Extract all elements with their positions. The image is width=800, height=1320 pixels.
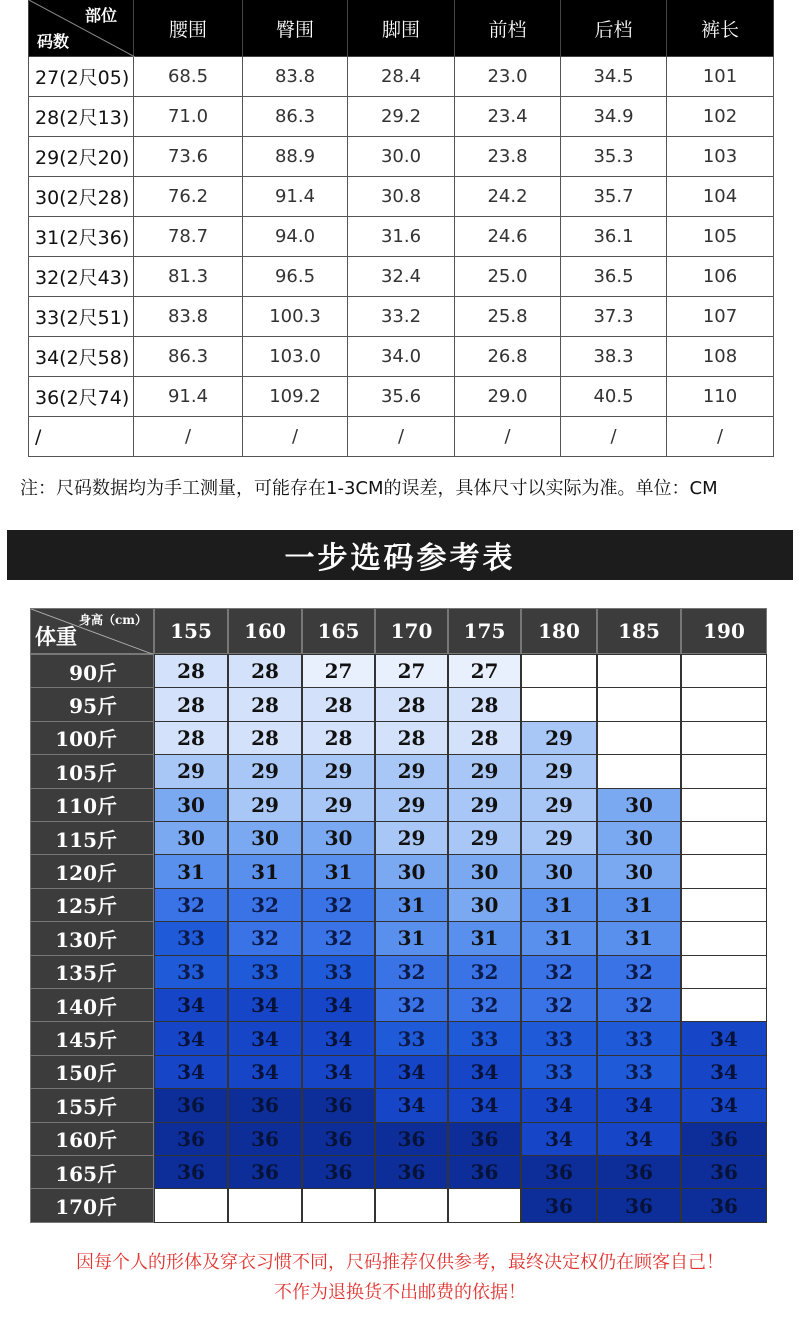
size-cell: 30 <box>597 821 681 855</box>
measurement-cell: 29.0 <box>455 377 561 417</box>
size-cell: 34 <box>228 1021 302 1055</box>
measurement-cell: 34.0 <box>348 337 455 377</box>
size-cell: 31 <box>521 888 597 922</box>
size-cell <box>521 654 597 688</box>
weight-label: 150斤 <box>30 1055 154 1089</box>
size-cell: 27 <box>448 654 521 688</box>
size-cell: 36 <box>302 1155 375 1189</box>
size-cell <box>154 1188 228 1222</box>
size-cell: 30 <box>448 888 521 922</box>
size-cell: 34 <box>597 1088 681 1122</box>
size-cell: 33 <box>521 1055 597 1089</box>
size-cell: 31 <box>154 854 228 888</box>
measurement-cell: / <box>667 417 774 457</box>
size-cell <box>681 654 767 688</box>
size-cell: 32 <box>521 955 597 989</box>
size-cell: 28 <box>228 687 302 721</box>
measurement-cell: 24.6 <box>455 217 561 257</box>
size-cell: 30 <box>521 854 597 888</box>
measurement-cell: / <box>243 417 348 457</box>
size-cell: 33 <box>597 1055 681 1089</box>
size-cell: 29 <box>228 788 302 822</box>
measurement-cell: 86.3 <box>243 97 348 137</box>
size-cell: 32 <box>228 888 302 922</box>
measurement-cell: / <box>561 417 667 457</box>
size-code-cell: 31(2尺36) <box>28 217 134 257</box>
measurement-cell: 88.9 <box>243 137 348 177</box>
size-code-cell: / <box>28 417 134 457</box>
weight-label: 160斤 <box>30 1122 154 1156</box>
size-cell: 36 <box>681 1188 767 1222</box>
measurement-cell: 38.3 <box>561 337 667 377</box>
weight-label: 165斤 <box>30 1155 154 1189</box>
size-table-header-row <box>28 0 774 57</box>
measurement-cell: 103.0 <box>243 337 348 377</box>
size-cell: 29 <box>448 821 521 855</box>
size-cell: 36 <box>597 1188 681 1222</box>
size-cell: 29 <box>521 821 597 855</box>
size-measurement-table <box>28 0 774 457</box>
size-cell: 36 <box>521 1188 597 1222</box>
size-cell: 28 <box>154 654 228 688</box>
size-cell: 36 <box>154 1155 228 1189</box>
size-cell: 34 <box>302 988 375 1022</box>
size-cell: 34 <box>228 988 302 1022</box>
size-cell: 34 <box>154 988 228 1022</box>
weight-label: 125斤 <box>30 888 154 922</box>
measurement-cell: 33.2 <box>348 297 455 337</box>
measurement-cell: 32.4 <box>348 257 455 297</box>
measurement-cell: 26.8 <box>455 337 561 377</box>
size-cell: 29 <box>154 754 228 788</box>
measurement-cell: 28.4 <box>348 57 455 97</box>
measurement-cell: 73.6 <box>134 137 243 177</box>
size-code-cell: 33(2尺51) <box>28 297 134 337</box>
size-cell: 28 <box>228 654 302 688</box>
size-cell: 36 <box>228 1088 302 1122</box>
size-cell: 36 <box>597 1155 681 1189</box>
disclaimer-line-1: 因每个人的形体及穿衣习惯不同，尺码推荐仅供参考，最终决定权仍在顾客自己！ <box>76 1252 724 1273</box>
size-cell: 36 <box>681 1122 767 1156</box>
size-cell: 33 <box>302 955 375 989</box>
size-cell: 28 <box>375 721 448 755</box>
measurement-cell: 23.0 <box>455 57 561 97</box>
measurement-cell: 110 <box>667 377 774 417</box>
size-cell: 36 <box>521 1155 597 1189</box>
size-cell: 33 <box>521 1021 597 1055</box>
weight-label: 130斤 <box>30 921 154 955</box>
size-table-row <box>28 257 774 297</box>
measurement-cell: 83.8 <box>134 297 243 337</box>
size-cell <box>681 888 767 922</box>
measurement-cell: 81.3 <box>134 257 243 297</box>
size-cell: 34 <box>521 1088 597 1122</box>
measurement-cell: 37.3 <box>561 297 667 337</box>
size-code-cell: 34(2尺58) <box>28 337 134 377</box>
size-cell: 30 <box>154 788 228 822</box>
size-cell <box>681 821 767 855</box>
measurement-cell: 68.5 <box>134 57 243 97</box>
measurement-cell: 83.8 <box>243 57 348 97</box>
size-cell: 29 <box>302 754 375 788</box>
weight-label: 170斤 <box>30 1188 154 1222</box>
size-cell: 36 <box>154 1122 228 1156</box>
size-cell: 34 <box>228 1055 302 1089</box>
size-cell <box>521 687 597 721</box>
size-recommendation-chart <box>30 608 767 1222</box>
size-cell: 27 <box>302 654 375 688</box>
measurement-cell: 31.6 <box>348 217 455 257</box>
size-cell: 34 <box>681 1088 767 1122</box>
size-cell: 32 <box>302 888 375 922</box>
size-cell: 36 <box>302 1122 375 1156</box>
size-table-row <box>28 137 774 177</box>
measurement-cell: 94.0 <box>243 217 348 257</box>
size-cell: 34 <box>154 1055 228 1089</box>
size-cell <box>597 654 681 688</box>
size-cell: 36 <box>448 1122 521 1156</box>
size-cell: 33 <box>154 955 228 989</box>
size-cell: 33 <box>375 1021 448 1055</box>
size-cell: 28 <box>448 721 521 755</box>
measurement-cell: 103 <box>667 137 774 177</box>
size-cell <box>597 754 681 788</box>
size-cell: 34 <box>448 1055 521 1089</box>
size-cell: 29 <box>302 788 375 822</box>
size-cell <box>375 1188 448 1222</box>
size-cell <box>681 955 767 989</box>
size-cell: 36 <box>154 1088 228 1122</box>
size-cell: 31 <box>597 921 681 955</box>
size-cell: 36 <box>228 1155 302 1189</box>
size-cell: 36 <box>302 1088 375 1122</box>
measurement-cell: 91.4 <box>243 177 348 217</box>
height-header: 190 <box>681 608 767 654</box>
size-cell: 28 <box>154 687 228 721</box>
height-header: 175 <box>448 608 521 654</box>
size-table-row <box>28 217 774 257</box>
size-cell: 31 <box>521 921 597 955</box>
size-cell: 27 <box>375 654 448 688</box>
measurement-cell: 78.7 <box>134 217 243 257</box>
size-cell: 32 <box>521 988 597 1022</box>
measurement-cell: 106 <box>667 257 774 297</box>
corner-label-part: 部位 <box>84 6 117 25</box>
measurement-cell: 104 <box>667 177 774 217</box>
header-hem: 脚围 <box>348 0 455 57</box>
header-length: 裤长 <box>667 0 774 57</box>
size-cell <box>448 1188 521 1222</box>
measurement-cell: 40.5 <box>561 377 667 417</box>
size-cell: 36 <box>375 1122 448 1156</box>
size-cell: 30 <box>375 854 448 888</box>
size-cell: 33 <box>154 921 228 955</box>
measurement-cell: 108 <box>667 337 774 377</box>
measurement-cell: 100.3 <box>243 297 348 337</box>
size-cell: 34 <box>375 1088 448 1122</box>
size-code-cell: 29(2尺20) <box>28 137 134 177</box>
height-header: 160 <box>228 608 302 654</box>
size-cell: 32 <box>597 955 681 989</box>
measurement-cell: 36.1 <box>561 217 667 257</box>
size-cell: 28 <box>228 721 302 755</box>
size-cell: 30 <box>154 821 228 855</box>
measurement-cell: 35.3 <box>561 137 667 177</box>
size-cell: 34 <box>375 1055 448 1089</box>
size-code-cell: 27(2尺05) <box>28 57 134 97</box>
size-table-row <box>28 97 774 137</box>
size-cell: 32 <box>597 988 681 1022</box>
measurement-cell: 25.8 <box>455 297 561 337</box>
size-cell: 32 <box>302 921 375 955</box>
size-code-cell: 30(2尺28) <box>28 177 134 217</box>
size-cell: 31 <box>448 921 521 955</box>
height-header: 155 <box>154 608 228 654</box>
size-cell: 28 <box>448 687 521 721</box>
size-code-cell: 32(2尺43) <box>28 257 134 297</box>
size-cell: 30 <box>597 788 681 822</box>
measurement-cell: 23.4 <box>455 97 561 137</box>
measurement-cell: 76.2 <box>134 177 243 217</box>
size-cell <box>597 687 681 721</box>
size-cell <box>681 921 767 955</box>
measurement-cell: 24.2 <box>455 177 561 217</box>
size-table-row <box>28 417 774 457</box>
measurement-cell: 23.8 <box>455 137 561 177</box>
measurement-cell: 91.4 <box>134 377 243 417</box>
size-cell <box>681 854 767 888</box>
size-cell <box>681 687 767 721</box>
size-cell: 34 <box>597 1122 681 1156</box>
disclaimer-line-2: 不作为退换货不出邮费的依据！ <box>274 1282 526 1303</box>
measurement-cell: 29.2 <box>348 97 455 137</box>
size-table-body <box>28 57 774 457</box>
header-hip: 臀围 <box>243 0 348 57</box>
weight-label: 155斤 <box>30 1088 154 1122</box>
disclaimer <box>0 1248 800 1308</box>
size-cell: 34 <box>521 1122 597 1156</box>
size-cell: 28 <box>302 687 375 721</box>
size-cell: 29 <box>521 754 597 788</box>
banner <box>7 530 793 580</box>
size-table-row <box>28 337 774 377</box>
size-cell: 31 <box>375 888 448 922</box>
size-cell: 33 <box>448 1021 521 1055</box>
weight-label: 100斤 <box>30 721 154 755</box>
measurement-cell: 86.3 <box>134 337 243 377</box>
size-cell <box>228 1188 302 1222</box>
measurement-cell: 105 <box>667 217 774 257</box>
size-cell: 31 <box>597 888 681 922</box>
measurement-cell: 107 <box>667 297 774 337</box>
weight-label: 135斤 <box>30 955 154 989</box>
weight-label: 120斤 <box>30 854 154 888</box>
size-cell: 34 <box>302 1021 375 1055</box>
size-cell: 29 <box>521 788 597 822</box>
size-table-corner <box>28 0 134 57</box>
measurement-cell: 30.0 <box>348 137 455 177</box>
size-cell: 34 <box>681 1055 767 1089</box>
size-table-row <box>28 297 774 337</box>
measurement-cell: / <box>134 417 243 457</box>
size-cell: 32 <box>448 955 521 989</box>
size-cell: 32 <box>154 888 228 922</box>
measurement-cell: 96.5 <box>243 257 348 297</box>
size-cell: 31 <box>228 854 302 888</box>
size-cell <box>597 721 681 755</box>
measurement-cell: 25.0 <box>455 257 561 297</box>
size-cell: 34 <box>302 1055 375 1089</box>
measurement-cell: 30.8 <box>348 177 455 217</box>
size-cell: 34 <box>448 1088 521 1122</box>
weight-axis-label: 体重 <box>35 624 77 649</box>
size-cell: 33 <box>597 1021 681 1055</box>
weight-label: 90斤 <box>30 654 154 688</box>
size-cell: 34 <box>681 1021 767 1055</box>
measurement-cell: 102 <box>667 97 774 137</box>
size-table-row <box>28 177 774 217</box>
banner-title: 一步选码参考表 <box>284 541 516 576</box>
size-cell: 32 <box>228 921 302 955</box>
size-cell: 30 <box>228 821 302 855</box>
size-code-cell: 36(2尺74) <box>28 377 134 417</box>
height-header: 185 <box>597 608 681 654</box>
size-cell: 31 <box>375 921 448 955</box>
measurement-note: 注：尺码数据均为手工测量，可能存在1-3CM的误差，具体尺寸以实际为准。单位：CM <box>20 478 718 499</box>
height-axis-label: 身高（cm） <box>78 613 147 627</box>
size-cell <box>681 721 767 755</box>
chart-corner <box>30 608 154 654</box>
weight-label: 95斤 <box>30 687 154 721</box>
size-cell: 33 <box>228 955 302 989</box>
size-cell <box>681 754 767 788</box>
header-front-rise: 前档 <box>455 0 561 57</box>
size-cell: 34 <box>154 1021 228 1055</box>
header-waist: 腰围 <box>134 0 243 57</box>
corner-label-size: 码数 <box>37 32 70 51</box>
size-table-row <box>28 377 774 417</box>
measurement-cell: 71.0 <box>134 97 243 137</box>
size-cell: 30 <box>597 854 681 888</box>
size-cell: 31 <box>302 854 375 888</box>
size-table-row <box>28 57 774 97</box>
height-header: 170 <box>375 608 448 654</box>
measurement-cell: 35.7 <box>561 177 667 217</box>
size-cell: 36 <box>681 1155 767 1189</box>
size-cell: 36 <box>375 1155 448 1189</box>
size-cell: 29 <box>448 754 521 788</box>
size-cell: 36 <box>228 1122 302 1156</box>
size-cell: 30 <box>448 854 521 888</box>
size-cell: 29 <box>521 721 597 755</box>
measurement-cell: 34.5 <box>561 57 667 97</box>
size-cell: 29 <box>375 821 448 855</box>
size-cell: 32 <box>375 988 448 1022</box>
weight-label: 140斤 <box>30 988 154 1022</box>
weight-label: 145斤 <box>30 1021 154 1055</box>
size-cell: 28 <box>154 721 228 755</box>
size-cell: 29 <box>228 754 302 788</box>
height-header: 165 <box>302 608 375 654</box>
size-cell: 30 <box>302 821 375 855</box>
size-cell: 32 <box>448 988 521 1022</box>
weight-label: 115斤 <box>30 821 154 855</box>
measurement-cell: 35.6 <box>348 377 455 417</box>
weight-label: 110斤 <box>30 788 154 822</box>
size-cell: 36 <box>448 1155 521 1189</box>
size-cell <box>681 788 767 822</box>
measurement-cell: 101 <box>667 57 774 97</box>
size-cell: 32 <box>375 955 448 989</box>
size-code-cell: 28(2尺13) <box>28 97 134 137</box>
header-back-rise: 后档 <box>561 0 667 57</box>
weight-label: 105斤 <box>30 754 154 788</box>
measurement-cell: 36.5 <box>561 257 667 297</box>
size-cell: 29 <box>448 788 521 822</box>
measurement-cell: / <box>455 417 561 457</box>
height-header: 180 <box>521 608 597 654</box>
size-cell: 28 <box>375 687 448 721</box>
size-cell <box>681 988 767 1022</box>
size-cell: 29 <box>375 788 448 822</box>
measurement-cell: / <box>348 417 455 457</box>
measurement-cell: 109.2 <box>243 377 348 417</box>
size-cell <box>302 1188 375 1222</box>
size-cell: 28 <box>302 721 375 755</box>
size-cell: 29 <box>375 754 448 788</box>
measurement-cell: 34.9 <box>561 97 667 137</box>
